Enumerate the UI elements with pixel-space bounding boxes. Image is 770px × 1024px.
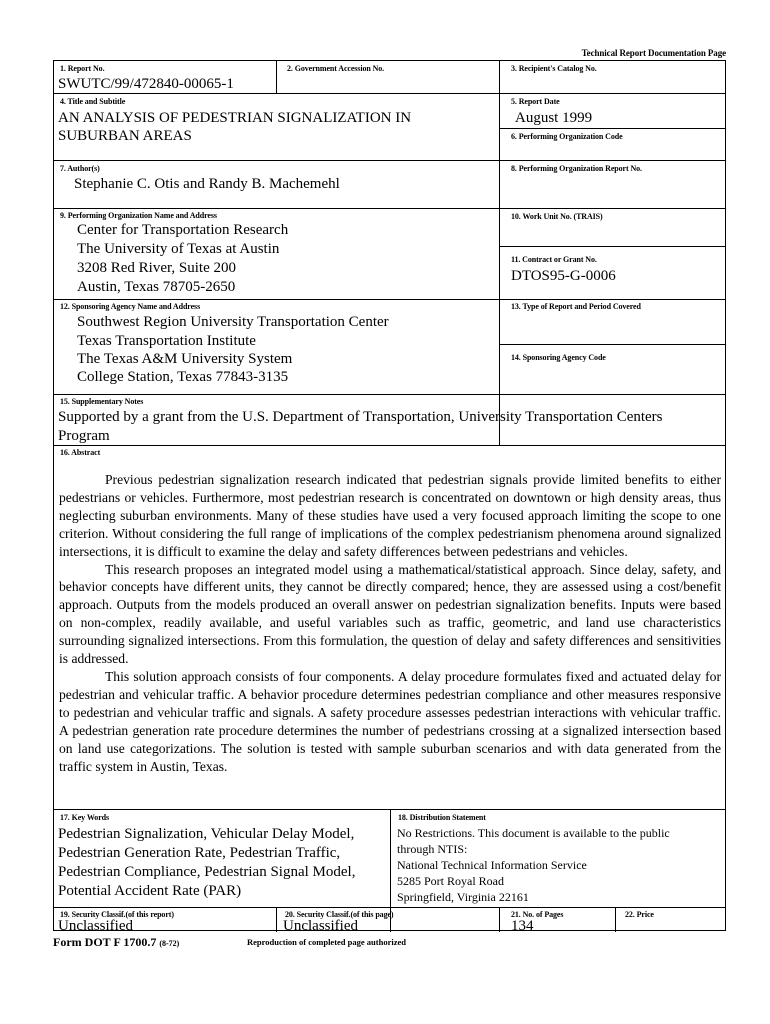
- cell-divider: [499, 344, 725, 345]
- recipient-catalog-label: 3. Recipient's Catalog No.: [511, 64, 597, 73]
- key-words-line: Pedestrian Signalization, Vehicular Delay Model,: [58, 826, 355, 842]
- distribution-line: National Technical Information Service: [397, 858, 587, 872]
- report-documentation-form: [53, 60, 726, 934]
- gov-accession-label: 2. Government Accession No.: [287, 64, 385, 73]
- num-pages-value: 134: [511, 918, 534, 934]
- report-date-value: August 1999: [515, 110, 593, 126]
- supplementary-notes-line-1: Supported by a grant from the U.S. Department of Transportation, University Transportation Centers: [58, 409, 663, 425]
- row-divider: [54, 160, 725, 161]
- cell-divider: [499, 128, 725, 129]
- key-words-line: Pedestrian Generation Rate, Pedestrian Traffic,: [58, 845, 341, 861]
- performing-org-line: 3208 Red River, Suite 200: [77, 260, 236, 276]
- work-unit-label: 10. Work Unit No. (TRAIS): [511, 212, 603, 221]
- sponsoring-agency-line: College Station, Texas 77843-3135: [77, 369, 289, 385]
- row-divider: [54, 445, 725, 446]
- sponsoring-agency-label: 12. Sponsoring Agency Name and Address: [60, 302, 201, 311]
- reproduction-note: Reproduction of completed page authorized: [247, 937, 406, 947]
- contract-grant-value: DTOS95-G-0006: [511, 268, 616, 284]
- abstract-paragraph: Previous pedestrian signalization research indicated that pedestrian signals provide limited benefits to either pedestrians or vehicles. Furthermore, most pedestrian research is concentrated on downtown or high density areas, thus neglecting suburban environments. Many of these studies have used a very focused approach limiting the scope to one criterion. Without considering the full range of implications of the complex pedestrianism phenomena around signalized intersections, it is difficult to examine the delay and safety differences between pedestrians and vehicles.: [59, 472, 721, 559]
- supplementary-notes-label: 15. Supplementary Notes: [60, 397, 144, 406]
- col-divider: [499, 907, 500, 932]
- performing-org-line: Center for Transportation Research: [77, 222, 289, 238]
- title-line-1: AN ANALYSIS OF PEDESTRIAN SIGNALIZATION IN: [58, 110, 412, 126]
- cell-divider: [499, 246, 725, 247]
- sponsoring-agency-code-label: 14. Sponsoring Agency Code: [511, 353, 606, 362]
- distribution-line: No Restrictions. This document is available to the public: [397, 826, 670, 840]
- security-report-label: 19. Security Classif.(of this report): [60, 910, 174, 919]
- performing-org-label: 9. Performing Organization Name and Address: [60, 211, 217, 220]
- num-pages-label: 21. No. of Pages: [511, 910, 564, 919]
- distribution-line: through NTIS:: [397, 842, 468, 856]
- title-line-2: SUBURBAN AREAS: [58, 128, 192, 144]
- key-words-label: 17. Key Words: [60, 813, 110, 822]
- abstract-paragraph: This solution approach consists of four components. A delay procedure formulates fixed and actuated delay for pedestrian and vehicular traffic. A behavior procedure determines pedestrian compliance and other measures responsive to pedestrian and vehicular traffic and signals. A safety procedure assesses pedestrian interactions with vehicular traffic. A pedestrian generation rate procedure determines the number of pedestrians crossing at a signalized intersection based on land use categorizations. The solution is tested with sample suburban scenarios and with data generated from the traffic system in Austin, Texas.: [59, 668, 721, 774]
- sponsoring-agency-line: Southwest Region University Transportation Center: [77, 314, 389, 330]
- form-id-text: Form DOT F 1700.7: [53, 935, 157, 949]
- abstract-body: [59, 471, 721, 775]
- form-rev-text: (8-72): [159, 939, 180, 948]
- report-date-label: 5. Report Date: [511, 97, 560, 106]
- row-divider: [54, 93, 725, 94]
- key-words-line: Pedestrian Compliance, Pedestrian Signal Model,: [58, 864, 356, 880]
- col-divider: [276, 907, 277, 932]
- supplementary-notes-line-2: Program: [58, 428, 110, 444]
- security-page-value: Unclassified: [283, 918, 358, 934]
- performing-org-code-label: 6. Performing Organization Code: [511, 132, 623, 141]
- performing-org-line: Austin, Texas 78705-2650: [77, 279, 236, 295]
- row-divider: [54, 208, 725, 209]
- distribution-line: Springfield, Virginia 22161: [397, 890, 529, 904]
- row-divider: [54, 394, 725, 395]
- abstract-paragraph: This research proposes an integrated model using a mathematical/statistical approach. Since delay, safety, and behavior concepts have different units, they cannot be directly compared; hence, they are assessed using a cost/benefit approach. Outputs from the models produced an overall answer on pedestrian signalization benefits. Inputs were based on non-complex, readily available, and useful variables such as traffic, geometric, and land use characteristics surrounding signalized intersections. From this formulation, the question of delay and safety differences and sensitivities is addressed.: [59, 561, 721, 667]
- row-divider: [54, 299, 725, 300]
- authors-label: 7. Author(s): [60, 164, 100, 173]
- report-no-value: SWUTC/99/472840-00065-1: [58, 76, 234, 92]
- contract-grant-label: 11. Contract or Grant No.: [511, 255, 597, 264]
- form-id: [53, 935, 179, 950]
- sponsoring-agency-line: Texas Transportation Institute: [77, 333, 256, 349]
- form-title: Technical Report Documentation Page: [581, 48, 726, 58]
- abstract-label: 16. Abstract: [60, 448, 101, 457]
- col-divider: [615, 907, 616, 932]
- distribution-label: 18. Distribution Statement: [398, 813, 486, 822]
- performing-org-report-label: 8. Performing Organization Report No.: [511, 164, 642, 173]
- performing-org-line: The University of Texas at Austin: [77, 241, 280, 257]
- key-words-line: Potential Accident Rate (PAR): [58, 883, 242, 899]
- col-divider: [276, 61, 277, 93]
- title-label: 4. Title and Subtitle: [60, 97, 126, 106]
- distribution-line: 5285 Port Royal Road: [397, 874, 504, 888]
- price-label: 22. Price: [625, 910, 654, 919]
- report-type-label: 13. Type of Report and Period Covered: [511, 302, 641, 311]
- col-divider: [499, 61, 500, 445]
- authors-value: Stephanie C. Otis and Randy B. Machemehl: [74, 176, 340, 192]
- sponsoring-agency-line: The Texas A&M University System: [77, 351, 293, 367]
- security-report-value: Unclassified: [58, 918, 133, 934]
- report-no-label: 1. Report No.: [60, 64, 105, 73]
- security-page-label: 20. Security Classif.(of this page): [285, 910, 394, 919]
